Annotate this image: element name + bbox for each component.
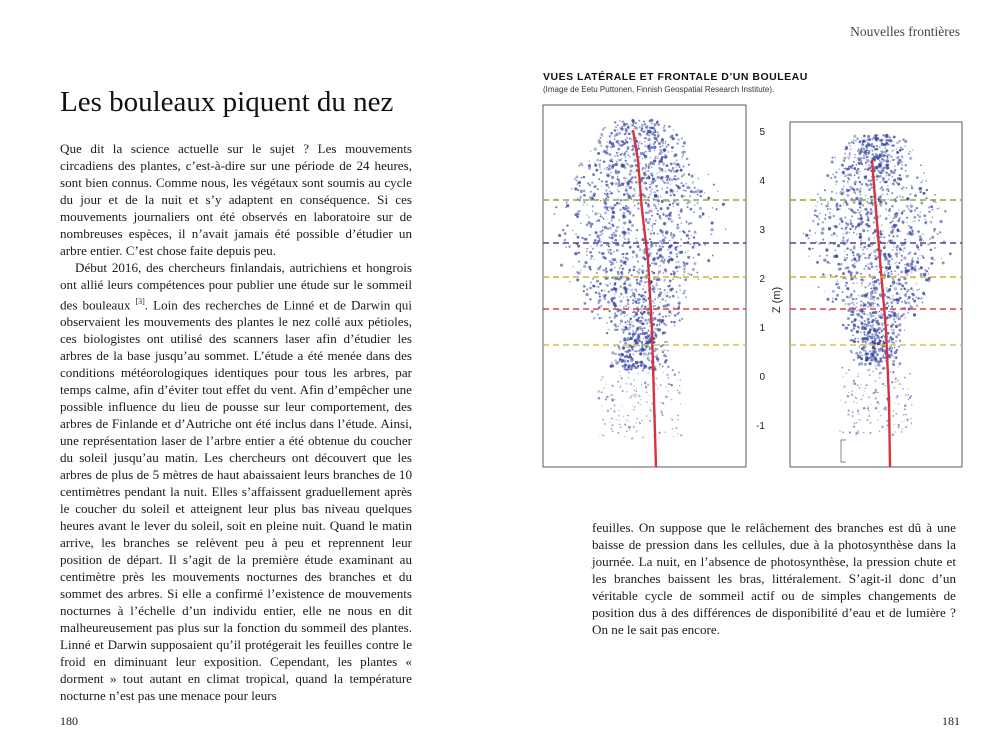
z-tick-label: 5: [759, 127, 765, 138]
right-panel-frame: [790, 122, 962, 467]
z-tick-label: 1: [759, 323, 765, 334]
chapter-title: Les bouleaux piquent du nez: [60, 86, 394, 118]
z-tick-label: 2: [759, 274, 765, 285]
body-text-column: [60, 140, 412, 704]
z-tick-label: 0: [759, 372, 765, 383]
footnote-ref: [3]: [135, 297, 145, 306]
figure-credit: (Image de Eetu Puttonen, Finnish Geospatial Research Institute).: [543, 85, 775, 94]
paragraph-2-end: . Loin des recherches de Linné et de Darwin qui observaient les mouvements des plantes le nez collé aux pétioles, ces biologistes ont utilisé des scanners laser afin d’étudier les arbres de la base jusqu’au sommet. L’étude a été menée dans des conditions météorologiques identiques pour tous les arbres, par temps calme, afin d’éviter tout effet du vent. Afin d’empêcher une possible influence du lieu de pousse sur leur comportement, des arbres de Finlande et d’Autriche ont été inclus dans l’étude. Ainsi, une représentation laser de l’arbre entier a été obtenue du coucher du soleil jusqu’au matin. Les chercheurs ont découvert que les arbres de plus de 5 mètres de haut abaissaient leurs branches de 10 centimètres pendant la nuit. Elles s’affaissent graduellement après le coucher du soleil et atteignent leur plus bas niveau quelques heures avant le lever du soleil, soit en pleine nuit. Quand le matin arrive, les branches se relèvent peu à peu et reprennent leur position de départ. Il s’agit de la première étude examinant au centimètre près les mouvements nocturnes des branches et du sommet des arbres. Si elle a confirmé l’existence de mouvements nocturnes à l’échelle d’un individu entier, elle ne nous en dit malheureusement pas plus sur la fonction du sommeil des plantes. Linné et Darwin supposaient qu’il protégerait les feuilles contre le froid en diminuant leur exposition. Cependant, les plantes « dorment » tout autant en climat tropical, quand la température nocturne n’est pas une menace pour leurs: [60, 297, 412, 704]
figure-title: VUES LATÉRALE ET FRONTALE D’UN BOULEAU: [543, 71, 808, 83]
birch-figure: [530, 100, 970, 480]
page-number-left: 180: [60, 714, 78, 728]
z-tick-label: 4: [759, 176, 765, 187]
z-tick-label: 3: [759, 225, 765, 236]
paragraph-1: Que dit la science actuelle sur le sujet ? Les mouvements circadiens des plantes, c’est-à-dire sur une période de 24 heures, sont bien connus. Comme nous, les végétaux sont soumis au cycle du jour et de la nuit et s’y adaptent en conséquence. Si ces mouvements journaliers ont été observés en laboratoire sur de nombreuses espèces, il n’avait jamais été possible d’étudier un arbre entier. C’est chose faite depuis peu.: [60, 141, 412, 258]
continued-text-column: [592, 519, 956, 638]
running-head: Nouvelles frontières: [850, 24, 960, 39]
z-axis-label: Z (m): [771, 286, 783, 314]
page-number-right: 181: [942, 714, 960, 728]
figure-caption: [543, 71, 963, 94]
z-axis: [756, 127, 783, 432]
paragraph-2: [60, 259, 412, 704]
continuation-paragraph: feuilles. On suppose que le relâchement des branches est dû à une baisse de pression dans les cellules, due à la photosynthèse dans la journée. La nuit, en l’absence de photosynthèse, la pression chute et les branches baissent les bras, littéralement. S’agit-il donc d’un véritable cycle de sommeil actif ou de simples changements de position dus à des différences de disponibilité d’eau et de lumière ? On ne le sait pas encore.: [592, 520, 956, 637]
z-tick-label: -1: [756, 421, 765, 432]
paragraph-2-start: Début 2016, des chercheurs finlandais, autrichiens et hongrois ont allié leurs compétences pour publier une étude sur le sommeil des bouleaux: [60, 260, 412, 313]
